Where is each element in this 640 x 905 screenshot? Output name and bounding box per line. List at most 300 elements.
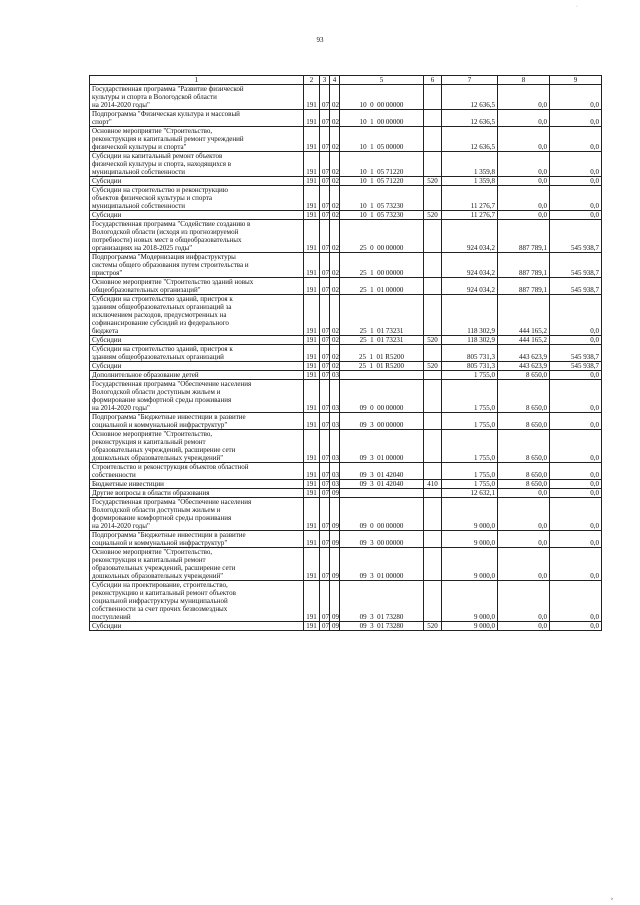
row-name: Государственная программа "Содействие созданию в Вологодской области (исходя из прогнозируемой потребности) новых мест в общеобразовательных организациях на 2018-2025 годы" [92,220,251,252]
amount-2021-cell: 0,0 [550,380,602,413]
amount-2020-cell: 0,0 [498,498,550,531]
row-name-cell [90,85,304,110]
expense-type-cell [424,186,442,211]
direction-code: 00 00000 [377,244,404,252]
amount-2021-cell: 0,0 [550,85,602,110]
amount-2020-cell: 887 789,1 [498,253,550,278]
subsection-code-cell: 02 [330,127,340,152]
expense-type-cell [424,127,442,152]
target-article-cell [340,489,424,498]
amount-2021-cell: 545 938,7 [550,362,602,371]
amount-2021-cell: 0,0 [550,371,602,380]
ministry-code-cell: 191 [304,380,320,413]
column-header: 7 [442,76,498,85]
subprogram-code: 1 [370,336,374,344]
target-article-cell [340,380,424,413]
expense-type-cell: 520 [424,362,442,371]
amount-2019-cell: 1 359,8 [442,152,498,177]
subsection-code-cell: 02 [330,85,340,110]
ministry-code-cell: 191 [304,480,320,489]
expense-type-cell [424,489,442,498]
target-article-cell [340,480,424,489]
expense-type-cell: 520 [424,211,442,220]
table-row [90,581,602,622]
table-row [90,152,602,177]
subsection-code-cell: 03 [330,463,340,480]
section-code-cell: 07 [320,413,330,430]
row-name: Государственная программа "Обеспечение населения Вологодской области доступным жильем и формирование комфортной среды проживания на 2014-2020 годы" [92,380,252,412]
table-row [90,380,602,413]
section-code-cell: 07 [320,336,330,345]
program-code: 25 [359,327,367,335]
ministry-code-cell: 191 [304,489,320,498]
ministry-code-cell: 191 [304,531,320,548]
target-article-cell [340,127,424,152]
row-name-cell [90,622,304,631]
row-name-cell [90,463,304,480]
ministry-code-cell: 191 [304,110,320,127]
row-name-cell [90,548,304,581]
amount-2019-cell: 9 000,0 [442,531,498,548]
amount-2021-cell: 0,0 [550,127,602,152]
subsection-code-cell: 09 [330,489,340,498]
page-number: 93 [316,36,324,44]
amount-2020-cell: 444 165,2 [498,295,550,336]
amount-2019-cell: 9 000,0 [442,581,498,622]
table-row [90,548,602,581]
target-article-cell [340,345,424,362]
ministry-code-cell: 191 [304,85,320,110]
row-name-cell [90,413,304,430]
amount-2019-cell: 1 755,0 [442,430,498,463]
subsection-code-cell: 03 [330,430,340,463]
program-code: 09 [359,522,367,530]
row-name: Субсидии на строительство и реконструкцию объектов физической культуры и спорта муниципальной собственности [92,186,228,210]
section-code-cell: 07 [320,362,330,371]
amount-2020-cell: 8 650,0 [498,371,550,380]
amount-2019-cell: 924 034,2 [442,278,498,295]
column-header: 2 [304,76,320,85]
ministry-code-cell: 191 [304,152,320,177]
row-name: Государственная программа "Обеспечение населения Вологодской области доступным жильем и формирование комфортной среды проживания на 2014-2020 годы" [92,498,252,530]
expense-type-cell: 410 [424,480,442,489]
amount-2019-cell: 1 755,0 [442,371,498,380]
budget-table [89,75,602,631]
table-row [90,463,602,480]
amount-2020-cell: 887 789,1 [498,278,550,295]
program-code: 09 [359,572,367,580]
direction-code: 05 73230 [377,202,404,210]
amount-2019-cell: 924 034,2 [442,253,498,278]
program-code: 10 [359,211,367,219]
subsection-code-cell: 02 [330,253,340,278]
table-row [90,413,602,430]
subprogram-code: 1 [370,177,374,185]
table-row [90,220,602,253]
direction-code: 00 00000 [377,269,404,277]
row-name-cell [90,345,304,362]
direction-code: 01 42040 [377,471,404,479]
amount-2019-cell: 805 731,3 [442,362,498,371]
expense-type-cell [424,581,442,622]
amount-2021-cell: 0,0 [550,186,602,211]
direction-code: 05 73230 [377,211,404,219]
ministry-code-cell: 191 [304,430,320,463]
direction-code: 00 00000 [377,539,404,547]
amount-2020-cell: 0,0 [498,152,550,177]
ministry-code-cell: 191 [304,498,320,531]
ministry-code-cell: 191 [304,295,320,336]
subsection-code-cell: 02 [330,278,340,295]
row-name-cell [90,278,304,295]
section-code-cell: 07 [320,480,330,489]
target-article-cell [340,413,424,430]
expense-type-cell [424,345,442,362]
target-article-cell [340,581,424,622]
expense-type-cell [424,548,442,581]
subprogram-code: 3 [370,454,374,462]
ministry-code-cell: 191 [304,253,320,278]
amount-2019-cell: 1 755,0 [442,413,498,430]
program-code: 09 [359,421,367,429]
ministry-code-cell: 191 [304,362,320,371]
target-article-cell [340,253,424,278]
subprogram-code: 1 [370,118,374,126]
ministry-code-cell: 191 [304,336,320,345]
amount-2020-cell: 0,0 [498,581,550,622]
program-code: 10 [359,101,367,109]
amount-2019-cell: 118 302,9 [442,336,498,345]
row-name-cell [90,220,304,253]
expense-type-cell: 520 [424,336,442,345]
ministry-code-cell: 191 [304,127,320,152]
amount-2020-cell: 0,0 [498,177,550,186]
expense-type-cell [424,220,442,253]
amount-2020-cell: 8 650,0 [498,430,550,463]
subprogram-code: 3 [370,471,374,479]
section-code-cell: 07 [320,211,330,220]
direction-code: 05 71220 [377,168,404,176]
subprogram-code: 3 [370,480,374,488]
amount-2020-cell: 0,0 [498,186,550,211]
row-name: Субсидии на строительство зданий, пристроя к зданиям общеобразовательных организаций [92,345,233,361]
amount-2019-cell: 118 302,9 [442,295,498,336]
amount-2021-cell: 0,0 [550,295,602,336]
row-name-cell [90,362,304,371]
subprogram-code: 0 [370,522,374,530]
table-row [90,253,602,278]
program-code: 10 [359,202,367,210]
row-name-cell [90,127,304,152]
section-code-cell: 07 [320,186,330,211]
column-header: 8 [498,76,550,85]
row-name: Строительство и реконструкция объектов областной собственности [92,463,249,479]
amount-2021-cell: 0,0 [550,177,602,186]
row-name-cell [90,480,304,489]
section-code-cell: 07 [320,127,330,152]
program-code: 09 [359,480,367,488]
subprogram-code: 1 [370,286,374,294]
row-name-cell [90,336,304,345]
amount-2019-cell: 1 755,0 [442,463,498,480]
subprogram-code: 1 [370,143,374,151]
table-row [90,278,602,295]
row-name: Другие вопросы в области образования [92,489,210,497]
target-article-cell [340,186,424,211]
column-header: 4 [330,76,340,85]
amount-2021-cell: 0,0 [550,413,602,430]
section-code-cell: 07 [320,345,330,362]
subprogram-code: 3 [370,421,374,429]
direction-code: 01 00000 [377,286,404,294]
expense-type-cell [424,371,442,380]
subprogram-code: 1 [369,362,374,370]
amount-2021-cell: 0,0 [550,211,602,220]
subsection-code-cell: 02 [330,345,340,362]
subprogram-code: 3 [370,622,374,630]
row-name-cell [90,152,304,177]
subsection-code-cell: 09 [330,548,340,581]
target-article-cell [340,85,424,110]
table-row [90,489,602,498]
amount-2020-cell: 8 650,0 [498,413,550,430]
section-code-cell: 07 [320,531,330,548]
target-article-cell [340,362,424,371]
row-name: Подпрограмма "Модернизация инфраструктуры системы общего образования путем строительства и пристроя" [92,253,249,277]
section-code-cell: 07 [320,581,330,622]
amount-2021-cell: 0,0 [550,463,602,480]
amount-2021-cell: 0,0 [550,531,602,548]
amount-2019-cell: 11 276,7 [442,186,498,211]
ministry-code-cell: 191 [304,622,320,631]
ministry-code-cell: 191 [304,186,320,211]
amount-2020-cell: 0,0 [498,548,550,581]
row-name-cell [90,430,304,463]
ministry-code-cell: 191 [304,463,320,480]
subsection-code-cell: 09 [330,498,340,531]
row-name-cell [90,186,304,211]
row-name-cell [90,177,304,186]
subprogram-code: 3 [370,539,374,547]
section-code-cell: 07 [320,177,330,186]
direction-code: 01 73280 [377,613,404,621]
direction-code: 01 73280 [377,622,404,630]
direction-code: 01 42040 [377,480,404,488]
subprogram-code: 3 [370,613,374,621]
row-name-cell [90,531,304,548]
target-article-cell [340,548,424,581]
section-code-cell: 07 [320,278,330,295]
table-row [90,531,602,548]
target-article-cell [340,177,424,186]
expense-type-cell [424,413,442,430]
subprogram-code: 1 [370,269,374,277]
row-name-cell [90,489,304,498]
expense-type-cell [424,253,442,278]
section-code-cell: 07 [320,152,330,177]
subprogram-code: 1 [369,353,374,361]
program-code: 25 [359,353,367,361]
subsection-code-cell: 03 [330,371,340,380]
section-code-cell: 07 [320,295,330,336]
subsection-code-cell: 09 [330,531,340,548]
subsection-code-cell: 03 [330,413,340,430]
amount-2021-cell: 0,0 [550,498,602,531]
amount-2020-cell: 0,0 [498,127,550,152]
row-name: Субсидии [92,362,122,370]
ministry-code-cell: 191 [304,413,320,430]
target-article-cell [340,295,424,336]
ministry-code-cell: 191 [304,345,320,362]
expense-type-cell [424,531,442,548]
table-row [90,177,602,186]
ministry-code-cell: 191 [304,371,320,380]
direction-code: 01 73231 [377,327,404,335]
subsection-code-cell: 09 [330,622,340,631]
direction-code: 01 R5200 [376,353,404,361]
target-article-cell [340,498,424,531]
program-code: 10 [359,143,367,151]
program-code: 10 [359,118,367,126]
row-name: Основное мероприятие "Строительство, реконструкция и капитальный ремонт образовательных учреждений, расширение сети дошкольных образовательных учреждений" [92,430,236,462]
expense-type-cell [424,110,442,127]
direction-code: 01 73231 [377,336,404,344]
amount-2020-cell: 887 789,1 [498,220,550,253]
row-name: Субсидии на проектирование, строительство, реконструкцию и капитальный ремонт объектов социальной инфраструктуры муниципальной собственности за счет прочих безвозмездных поступлений [92,581,236,621]
direction-code: 01 00000 [377,572,404,580]
target-article-cell [340,152,424,177]
row-name-cell [90,295,304,336]
expense-type-cell [424,498,442,531]
ministry-code-cell: 191 [304,278,320,295]
target-article-cell [340,336,424,345]
section-code-cell: 07 [320,430,330,463]
section-code-cell: 07 [320,489,330,498]
row-name-cell [90,253,304,278]
amount-2019-cell: 12 636,5 [442,110,498,127]
table-row [90,371,602,380]
subprogram-code: 1 [370,168,374,176]
row-name: Субсидии [92,177,122,185]
row-name-cell [90,371,304,380]
ministry-code-cell: 191 [304,581,320,622]
column-header: 9 [550,76,602,85]
subsection-code-cell: 02 [330,177,340,186]
program-code: 25 [359,336,367,344]
row-name: Основное мероприятие "Строительство, реконструкция и капитальный ремонт образовательных учреждений, расширение сети дошкольных образовательных учреждений" [92,548,236,580]
table-row [90,211,602,220]
section-code-cell: 07 [320,622,330,631]
amount-2020-cell: 8 650,0 [498,463,550,480]
column-number-row [90,76,602,85]
row-name: Основное мероприятие "Строительство, реконструкция и капитальный ремонт учреждений физической культуры и спорта" [92,127,244,151]
amount-2020-cell: 8 650,0 [498,380,550,413]
amount-2019-cell: 9 000,0 [442,548,498,581]
subsection-code-cell: 02 [330,295,340,336]
direction-code: 00 00000 [377,522,404,530]
amount-2021-cell: 545 938,7 [550,345,602,362]
program-code: 09 [359,539,367,547]
row-name: Субсидии [92,211,122,219]
program-code: 25 [359,362,367,370]
target-article-cell [340,531,424,548]
table-row [90,110,602,127]
row-name: Субсидии на капитальный ремонт объектов физической культуры и спорта, находящихся в муниципальной собственности [92,152,232,176]
ministry-code-cell: 191 [304,177,320,186]
row-name-cell [90,110,304,127]
row-name-cell [90,211,304,220]
amount-2020-cell: 444 165,2 [498,336,550,345]
column-header: 3 [320,76,330,85]
subsection-code-cell: 03 [330,380,340,413]
amount-2019-cell: 805 731,3 [442,345,498,362]
direction-code: 00 00000 [377,404,404,412]
program-code: 09 [359,622,367,630]
table-row [90,85,602,110]
ministry-code-cell: 191 [304,548,320,581]
section-code-cell: 07 [320,85,330,110]
expense-type-cell [424,295,442,336]
row-name: Субсидии на строительство зданий, пристроя к зданиям общеобразовательных организаций за исключением расходов, предусмотренных на софинансирование субсидий из федерального бюджета [92,295,233,335]
program-code: 25 [359,286,367,294]
amount-2020-cell: 0,0 [498,110,550,127]
direction-code: 01 R5200 [376,362,404,370]
subprogram-code: 1 [370,202,374,210]
program-code: 10 [359,177,367,185]
amount-2021-cell: 545 938,7 [550,220,602,253]
amount-2019-cell: 12 632,1 [442,489,498,498]
amount-2021-cell: 0,0 [550,430,602,463]
row-name: Субсидии [92,336,122,344]
expense-type-cell [424,430,442,463]
subsection-code-cell: 02 [330,336,340,345]
table-row [90,622,602,631]
amount-2019-cell: 11 276,7 [442,211,498,220]
table-row [90,345,602,362]
table-row [90,336,602,345]
amount-2021-cell: 0,0 [550,548,602,581]
ministry-code-cell: 191 [304,220,320,253]
subprogram-code: 0 [370,244,374,252]
expense-type-cell: 520 [424,177,442,186]
direction-code: 05 00000 [377,143,404,151]
table-body [90,85,602,631]
amount-2020-cell: 8 650,0 [498,480,550,489]
row-name: Подпрограмма "Бюджетные инвестиции в развитие социальной и коммунальной инфраструктур" [92,413,246,429]
table-row [90,498,602,531]
row-name: Бюджетные инвестиции [92,480,164,488]
column-header: 6 [424,76,442,85]
subsection-code-cell: 02 [330,110,340,127]
table-row [90,295,602,336]
direction-code: 00 00000 [377,118,404,126]
amount-2021-cell: 0,0 [550,152,602,177]
amount-2019-cell: 1 755,0 [442,480,498,489]
amount-2019-cell: 9 000,0 [442,622,498,631]
subsection-code-cell: 02 [330,362,340,371]
expense-type-cell: 520 [424,622,442,631]
section-code-cell: 07 [320,380,330,413]
section-code-cell: 07 [320,463,330,480]
corner-mark: · [576,4,578,10]
row-name: Субсидии [92,622,122,630]
section-code-cell: 07 [320,371,330,380]
column-header: 5 [340,76,424,85]
target-article-cell [340,110,424,127]
subsection-code-cell: 02 [330,220,340,253]
amount-2020-cell: 0,0 [498,531,550,548]
amount-2020-cell: 443 623,9 [498,362,550,371]
